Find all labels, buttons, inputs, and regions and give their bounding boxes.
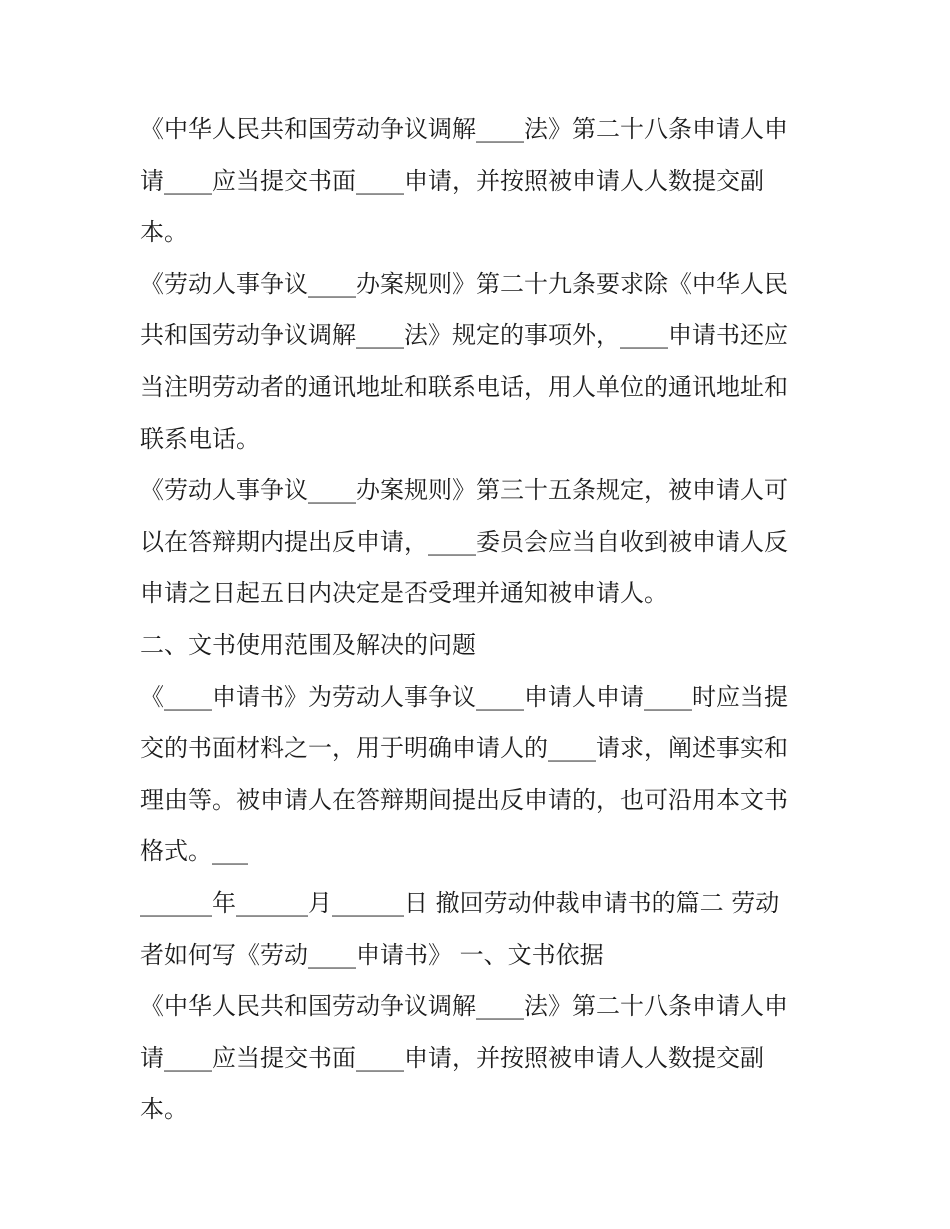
text-line: 以在答辩期内提出反申请，____委员会应当自收到被申请人反	[140, 527, 788, 556]
text-line: 《中华人民共和国劳动争议调解____法》第二十八条申请人申	[140, 992, 788, 1021]
section-heading: 二、文书使用范围及解决的问题	[140, 630, 476, 659]
text-line: 联系电话。	[140, 424, 260, 453]
text-line: 交的书面材料之一，用于明确申请人的____请求，阐述事实和	[140, 734, 788, 763]
text-line: 《劳动人事争议____办案规则》第二十九条要求除《中华人民	[140, 269, 788, 298]
text-line: 格式。___	[140, 837, 248, 866]
text-line: 当注明劳动者的通讯地址和联系电话，用人单位的通讯地址和	[140, 372, 788, 401]
date-line: ______年______月______日 撤回劳动仲裁申请书的篇二 劳动	[140, 888, 780, 917]
text-line: 共和国劳动争议调解____法》规定的事项外，____申请书还应	[140, 321, 788, 350]
text-line: 申请之日起五日内决定是否受理并通知被申请人。	[140, 579, 668, 608]
text-line: 本。	[140, 1095, 188, 1124]
text-line: 请____应当提交书面____申请，并按照被申请人人数提交副	[140, 166, 764, 195]
text-line: 《中华人民共和国劳动争议调解____法》第二十八条申请人申	[140, 115, 788, 143]
document-body	[140, 104, 820, 1136]
text-line: 请____应当提交书面____申请，并按照被申请人人数提交副	[140, 1043, 764, 1072]
text-line: 《劳动人事争议____办案规则》第三十五条规定，被申请人可	[140, 476, 788, 505]
text-line: 者如何写《劳动____申请书》 一、文书依据	[140, 940, 604, 969]
text-line: 理由等。被申请人在答辩期间提出反申请的，也可沿用本文书	[140, 785, 788, 814]
text-line: 《____申请书》为劳动人事争议____申请人申请____时应当提	[140, 682, 788, 711]
text-line: 本。	[140, 218, 188, 247]
